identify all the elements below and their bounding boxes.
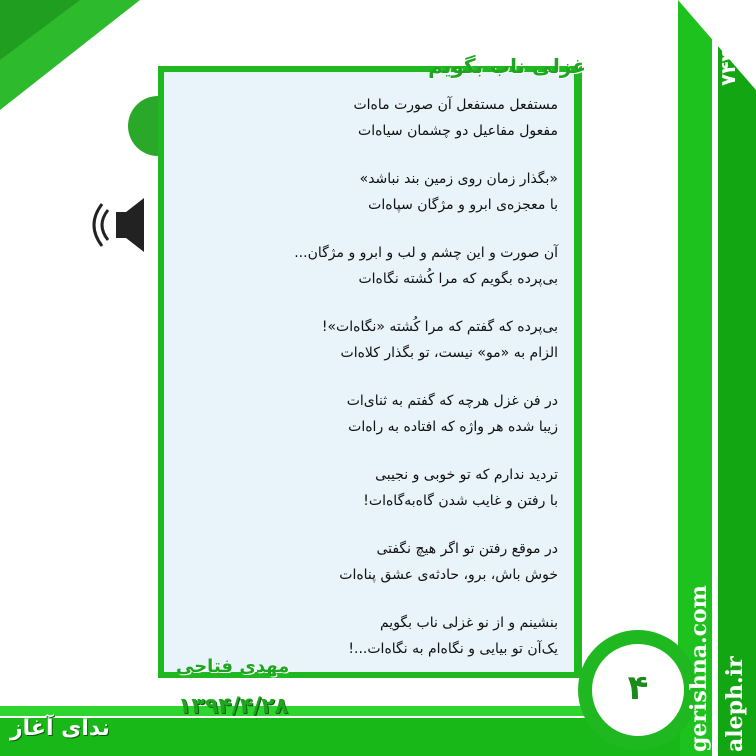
verse-line: با رفتن و غایب شدن گاه‌به‌گاه‌ات! xyxy=(363,493,558,509)
bottom-strip-light xyxy=(0,706,680,716)
poem-body xyxy=(218,92,558,684)
speaker-icon[interactable] xyxy=(86,190,156,260)
verse-line: بی‌پرده بگویم که مرا کُشته نگاه‌ات xyxy=(358,271,558,287)
verse-line: الزام به «مو» نیست، تو بگذار کلاه‌ات xyxy=(340,345,558,361)
verse-line: مستفعل مستفعل آن صورت ماه‌ات xyxy=(353,97,558,113)
stanza xyxy=(218,240,558,292)
stanza xyxy=(218,462,558,514)
verse-line: در فن غزل هرچه که گفتم به ثنای‌ات xyxy=(346,393,558,409)
stanza xyxy=(218,166,558,218)
stanza xyxy=(218,92,558,144)
corner-decoration-dark xyxy=(0,0,80,60)
page-number: ۴ xyxy=(627,668,649,708)
verse-line: با معجزه‌ی ابرو و مژگان سپاه‌ات xyxy=(368,197,558,213)
stanza xyxy=(218,536,558,588)
website-link-aleph[interactable]: aleph.ir xyxy=(722,656,748,752)
website-link-gerishna[interactable]: gerishna.com xyxy=(686,585,712,752)
right-strip-outer xyxy=(718,0,756,756)
verse-line: تردید ندارم که تو خوبی و نجیبی xyxy=(375,467,558,483)
verse-line: مفعول مفاعیل دو چشمان سیاه‌ات xyxy=(358,123,558,139)
author-name: مهدی فتاحی xyxy=(176,656,290,677)
verse-line: بی‌پرده که گفتم که مرا کُشته «نگاه‌ات»! xyxy=(321,319,558,335)
date: ۱۳۹۴/۴/۲۸ xyxy=(178,694,289,719)
stanza xyxy=(218,610,558,662)
verse-line: بنشینم و از نو غزلی ناب بگویم xyxy=(379,615,558,631)
poem-title: غزلی ناب بگویم xyxy=(428,54,586,78)
verse-line: آن صورت و این چشم و لب و ابرو و مژگان... xyxy=(294,245,558,261)
stanza xyxy=(218,388,558,440)
volume-number: ۷۴۴ xyxy=(716,49,740,86)
verse-line: یک‌آن تو بیایی و نگاه‌ام به نگاه‌ات...! xyxy=(348,641,558,657)
stanza xyxy=(218,314,558,366)
verse-line: خوش باش، برو، حادثه‌ی عشق پناه‌ات xyxy=(339,567,558,583)
section-label: ندای آغاز xyxy=(10,716,110,741)
verse-line: «بگذار زمان روی زمین بند نباشد» xyxy=(359,171,558,187)
verse-line: زیبا شده هر واژه که افتاده به راه‌ات xyxy=(348,419,558,435)
verse-line: در موقع رفتن تو اگر هیچ نگفتی xyxy=(376,541,558,557)
